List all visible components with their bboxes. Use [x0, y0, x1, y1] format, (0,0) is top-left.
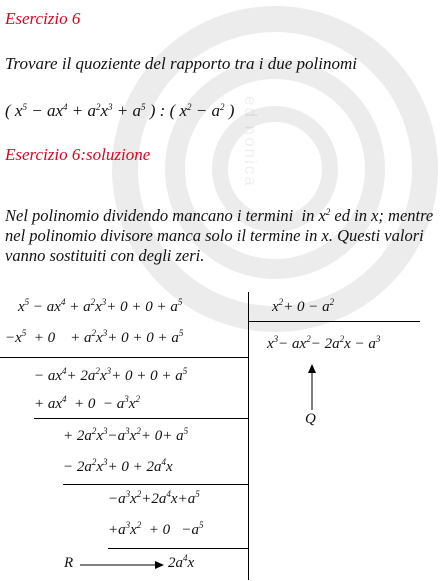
step3-rule: [63, 484, 248, 485]
instruction-text: Trovare il quoziente del rapporto tra i due polinomi: [5, 54, 357, 73]
quotient: $x^3- ax^2- 2a^2x - a^3$: [267, 334, 381, 352]
quotient-label: Q: [305, 411, 316, 427]
subtract-row-1: $-x^5 + 0$ + $a^2x^3+ 0 + 0 + a^5$: [5, 328, 184, 346]
step4-rule: [108, 548, 248, 549]
remainder-label: R: [64, 555, 74, 571]
subtract-row-3: − $2a^2x^3+ 0 + 2a^4x$: [63, 457, 173, 475]
solution-title: Esercizio 6:soluzione: [5, 145, 151, 164]
remainder-arrow: [80, 558, 164, 572]
remainder-value: $2a^4x$: [168, 553, 195, 571]
quotient-arrow-up: [306, 364, 318, 410]
polynomial-expression: ( $x^5 - ax^4 + a^2x^3 + a^5$ ) : ( $x^2 - a^2$ ): [5, 101, 235, 120]
step2-rule: [34, 418, 248, 419]
remainder-row-3: $-a^3x^2+2a^4x+a^5$: [108, 489, 200, 507]
subtract-row-4: $+a^3x^2 + 0 -a^5$: [108, 520, 204, 538]
subtract-row-2: + $ax^4 + 0 - a^3x^2$: [34, 394, 140, 412]
exercise-title: Esercizio 6: [5, 9, 81, 28]
divisor-underline: [248, 321, 420, 322]
explanation-paragraph: Nel polinomio dividendo mancano i termini in $x^2$ ed in x; mentre nel polinomio divisore manca solo il termine in x. Questi valori vanno sostituiti con degli zeri.: [5, 206, 434, 265]
dividend: $x^5 - ax^4 + a^2x^3+ 0 + 0 + a^5$: [18, 297, 183, 315]
division-vertical-line: [248, 292, 249, 580]
watermark-text: ed nonica: [241, 96, 260, 188]
remainder-row-2: + $2a^2x^3-a^3x^2+ 0+ a^5$: [63, 426, 189, 444]
remainder-row-1: − $ax^4+ 2a^2x^3+ 0 + 0 + a^5$: [34, 366, 188, 384]
divisor: $x^2+ 0 - a^2$: [272, 297, 335, 315]
step1-rule: [0, 357, 248, 358]
